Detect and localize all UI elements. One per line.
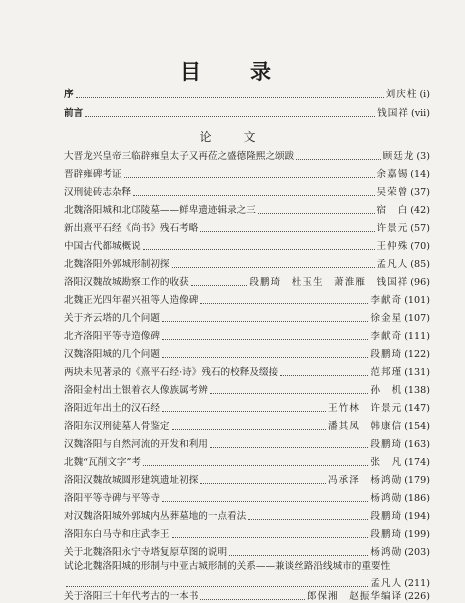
entry-title: 试论北魏洛阳城的形制与中亚古城形制的关系——兼谈丝路沿线城市的重要性 [64, 561, 391, 572]
entry-title: 北魏洛阳城和北邙陵墓——鲜卑遗迹辑录之三 [64, 205, 256, 216]
entry-page: (174) [404, 457, 430, 468]
entry-title: 汉魏洛阳与自然河流的开发和利用 [64, 439, 208, 450]
leader-dots [172, 428, 327, 430]
entry-title: 洛阳东汉刑徒墓人骨鉴定 [64, 421, 170, 432]
entry-title: 北魏洛阳外郭城形制初探 [64, 259, 170, 270]
entry-page: (70) [410, 241, 430, 252]
entry-title: 洛阳金村出土银着衣人像族属考辨 [64, 385, 208, 396]
leader-dots [76, 96, 384, 98]
entry-author: 王仲殊 [376, 241, 409, 252]
entry-page: (101) [404, 295, 430, 306]
entry-author: 段鹏琦 杜玉生 萧淮雁 钱国祥 [249, 277, 409, 288]
entry-page: (179) [404, 475, 430, 486]
entry-page: (122) [404, 349, 430, 360]
entry-author: 顾廷龙 [382, 151, 415, 162]
toc-entry [64, 400, 430, 415]
entry-title: 洛阳汉魏故城圆形建筑遗址初探 [64, 475, 199, 486]
toc-entry [64, 220, 430, 235]
entry-author: 范邦瑾 [370, 367, 403, 378]
toc-entry [64, 274, 430, 289]
leader-dots [200, 230, 374, 232]
leader-dots [162, 500, 368, 502]
leader-dots [200, 482, 326, 484]
toc-entry [64, 588, 430, 603]
leader-dots [162, 338, 368, 340]
entry-page: (i) [419, 89, 430, 100]
entry-title: 关于北魏洛阳永宁寺塔复原草图的说明 [64, 547, 228, 558]
entry-author: 孟凡人 [376, 259, 409, 270]
entry-author: 段鹏琦 [370, 529, 403, 540]
leader-dots [296, 158, 380, 160]
leader-dots [66, 585, 368, 587]
leader-dots [280, 374, 368, 376]
entry-page: (211) [404, 578, 430, 589]
toc-entry [64, 184, 430, 199]
toc-entry [64, 202, 430, 217]
entry-title: 汉魏洛阳城的几个问题 [64, 349, 160, 360]
toc-entry [64, 292, 430, 307]
entry-page: (131) [404, 367, 430, 378]
entry-author: 潘其凤 韩康信 [328, 421, 403, 432]
toc-entry [64, 544, 430, 559]
entry-page: (226) [404, 591, 430, 602]
leader-dots [162, 320, 368, 322]
leader-dots [210, 446, 369, 448]
entry-page: (111) [404, 331, 430, 342]
toc-front-row [64, 105, 430, 120]
entry-page: (85) [410, 259, 430, 270]
toc-entry [64, 472, 430, 487]
entry-page: (203) [404, 547, 430, 558]
entry-author: 杨鸿勋 [370, 547, 403, 558]
entry-author: 吴荣曾 [376, 187, 409, 198]
toc-entry [64, 346, 430, 361]
entry-title: 洛阳近年出土的汉石经 [64, 403, 160, 414]
entry-title: 新出熹平石经《尚书》残石考略 [64, 223, 199, 234]
entry-page: (37) [410, 187, 430, 198]
entry-page: (3) [416, 151, 430, 162]
entry-title: 北魏正光四年翟兴祖等人造像碑 [64, 295, 199, 306]
leader-dots [124, 176, 375, 178]
leader-dots [248, 518, 368, 520]
toc-entry [64, 418, 430, 433]
entry-title: 对汉魏洛阳城外郭城内丛葬墓地的一点看法 [64, 511, 247, 522]
entry-page: (vii) [410, 108, 430, 119]
toc-entry [64, 310, 430, 325]
entry-page: (154) [404, 421, 430, 432]
entry-author: 郎保湘 赵振华编译 [306, 591, 403, 602]
entry-page: (96) [410, 277, 430, 288]
entry-page: (186) [404, 493, 430, 504]
entry-page: (107) [404, 313, 430, 324]
entry-title: 前言 [64, 108, 84, 119]
toc-entry [64, 382, 430, 397]
entry-title: 大晋龙兴皇帝三临辟雍皇太子又再莅之盛德隆熙之颂跋 [64, 151, 295, 162]
entry-author: 徐金星 [370, 313, 403, 324]
entry-author: 宿 白 [376, 205, 409, 216]
entry-title: 序 [64, 89, 74, 100]
toc-title: 目 录 [180, 59, 285, 84]
entry-page: (14) [410, 169, 430, 180]
entry-page: (42) [410, 205, 430, 216]
toc-entry [64, 148, 430, 163]
entry-title: 汉刑徒砖志杂释 [64, 187, 132, 198]
entry-page: (199) [404, 529, 430, 540]
leader-dots [85, 115, 375, 117]
toc-entry [64, 328, 430, 343]
entry-author: 张 凡 [370, 457, 403, 468]
leader-dots [133, 194, 374, 196]
leader-dots [162, 356, 368, 358]
entry-author: 李献奇 [370, 331, 403, 342]
entry-author: 钱国祥 [377, 108, 409, 119]
leader-dots [143, 464, 368, 466]
entry-author: 冯承泽 杨鸿勋 [328, 475, 403, 486]
entry-title: 中国古代都城概说 [64, 241, 141, 252]
entry-author: 王竹林 许景元 [328, 403, 403, 414]
entry-title: 洛阳东白马寺和庄武李王 [64, 529, 170, 540]
entry-page: (138) [404, 385, 430, 396]
entry-title: 关于洛阳三十年代考古的一本书 [64, 591, 199, 602]
toc-entry [64, 364, 430, 379]
entry-author: 刘庆柱 [385, 89, 418, 100]
toc-entry [64, 256, 430, 271]
leader-dots [200, 302, 368, 304]
entry-title: 洛阳平等寺碑与平等寺 [64, 493, 160, 504]
leader-dots [229, 554, 368, 556]
leader-dots [172, 266, 375, 268]
entry-author: 许景元 [376, 223, 409, 234]
entry-author: 段鹏琦 [370, 349, 403, 360]
toc-front-row [64, 86, 430, 101]
toc-entry [64, 490, 430, 505]
entry-author: 孙 机 [370, 385, 403, 396]
entry-author: 段鹏琦 [370, 439, 403, 450]
entry-page: (194) [404, 511, 430, 522]
toc-entry-long [64, 561, 430, 573]
toc-entry [64, 454, 430, 469]
entry-author: 孟凡人 [370, 578, 403, 589]
entry-title: 洛阳汉魏故城勘察工作的收获 [64, 277, 189, 288]
leader-dots [162, 410, 326, 412]
toc-entry [64, 238, 430, 253]
leader-dots [210, 392, 369, 394]
entry-author: 余嘉锡 [376, 169, 409, 180]
toc-entry [64, 526, 430, 541]
entry-page: (57) [410, 223, 430, 234]
entry-author: 李献奇 [370, 295, 403, 306]
entry-author: 段鹏琦 [370, 511, 403, 522]
leader-dots [172, 536, 369, 538]
toc-entry [64, 166, 430, 181]
entry-title: 两块未见著录的《熹平石经·诗》残石的校释及缀接 [64, 367, 279, 378]
leader-dots [191, 284, 248, 286]
toc-entry [64, 508, 430, 523]
entry-page: (163) [404, 439, 430, 450]
entry-title: 关于齐云塔的几个问题 [64, 313, 160, 324]
section-title: 论 文 [199, 130, 266, 144]
toc-entry [64, 436, 430, 451]
entry-title: 北魏“瓦削文字”考 [64, 457, 141, 468]
leader-dots [258, 212, 375, 214]
entry-title: 晋辟雍碑考证 [64, 169, 122, 180]
entry-page: (147) [404, 403, 430, 414]
leader-dots [143, 248, 375, 250]
entry-author: 杨鸿勋 [370, 493, 403, 504]
entry-title: 北齐洛阳平等寺造像碑 [64, 331, 160, 342]
